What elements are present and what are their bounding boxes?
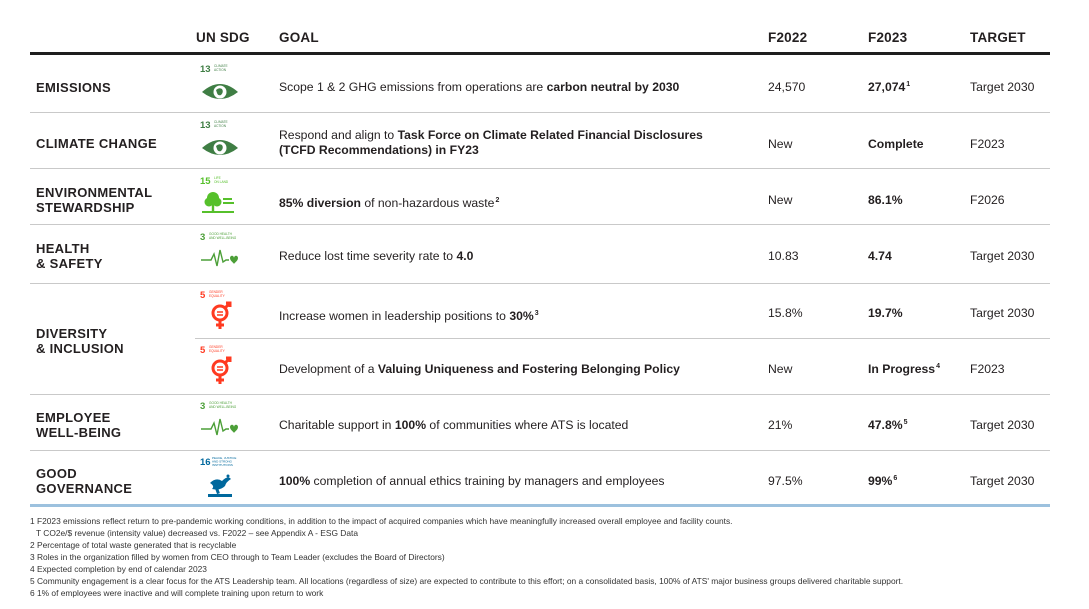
target-value: Target 2030	[970, 306, 1035, 320]
f2022-value: 10.83	[768, 249, 799, 263]
sdg-5-gender-equality-icon	[198, 288, 242, 332]
goal-text: Charitable support in 100% of communities where ATS is located	[279, 418, 629, 432]
f2022-value: New	[768, 193, 793, 207]
sdg-label: PEACE, JUSTICE	[212, 456, 237, 460]
sdg-number: 13	[200, 64, 211, 75]
sdg-label: CLIMATE	[214, 64, 228, 68]
sdg-number: 5	[200, 290, 206, 301]
goal-text: 100% completion of annual ethics training by managers and employees	[279, 474, 665, 488]
gender-symbol-icon	[213, 358, 230, 384]
header-f2023: F2023	[868, 30, 908, 45]
heartbeat-icon	[201, 250, 238, 266]
tree-icon	[202, 192, 234, 213]
footnote-4: 4 Expected completion by end of calendar 2023	[30, 564, 207, 574]
f2022-value: 24,570	[768, 80, 806, 94]
goal-text: Reduce lost time severity rate to 4.0	[279, 249, 474, 263]
goal-text: Respond and align to Task Force on Climate Related Financial Disclosures (TCFD Recommendations) in FY23	[279, 128, 703, 157]
f2022-value: 21%	[768, 418, 793, 432]
row-divider	[195, 338, 1050, 339]
target-value: F2023	[970, 137, 1005, 151]
sdg-label: AND STRONG	[212, 459, 233, 464]
goal-text: Development of a Valuing Uniqueness and Fostering Belonging Policy	[279, 362, 680, 376]
header-target: TARGET	[970, 30, 1026, 45]
header-rule	[30, 52, 1050, 55]
row-divider	[30, 283, 1050, 284]
sdg-label: AND WELL-BEING	[209, 405, 237, 409]
gender-symbol-icon	[213, 303, 230, 329]
sdg-label: CLIMATE	[214, 120, 228, 124]
footnote-5: 5 Community engagement is a clear focus for the ATS Leadership team. All locations (regardless of size) are expected to contribute to this effort; on a consolidated basis, 100% of ATS' major business groups delivered charitable support.	[30, 576, 904, 586]
row-divider	[30, 394, 1050, 395]
sdg-number: 3	[200, 232, 206, 243]
sdg-label: EQUALITY	[209, 294, 225, 298]
target-value: Target 2030	[970, 80, 1035, 94]
f2022-value: New	[768, 137, 793, 151]
row-divider	[30, 112, 1050, 113]
row-divider	[30, 450, 1050, 451]
heartbeat-icon	[201, 419, 238, 435]
target-value: F2026	[970, 193, 1005, 207]
f2023-value: 47.8%$^5$	[868, 418, 908, 432]
target-value: Target 2030	[970, 249, 1035, 263]
f2023-value: 27,074$^1$	[868, 80, 911, 94]
sdg-13-climate-action-icon	[198, 62, 242, 106]
target-value: F2023	[970, 362, 1005, 376]
sdg-label: GOOD HEALTH	[209, 232, 232, 236]
sdg-label: GENDER	[209, 290, 223, 294]
footnote-1: 1 F2023 emissions reflect return to pre-pandemic working conditions, in addition to the impact of acquired companies which have meaningfully increased overall employee and facility counts.	[30, 516, 733, 526]
category-label: HEALTH & SAFETY	[36, 241, 103, 271]
header-goal: GOAL	[279, 30, 319, 45]
sdg-3-good-health-icon	[198, 230, 242, 274]
header-un-sdg: UN SDG	[196, 30, 250, 45]
f2023-value: Complete	[868, 137, 924, 151]
category-label: ENVIRONMENTAL STEWARDSHIP	[36, 185, 153, 215]
category-label: CLIMATE CHANGE	[36, 136, 157, 151]
goal-text: Increase women in leadership positions to 30%$^3$	[279, 309, 539, 324]
sdg-label: AND WELL-BEING	[209, 236, 237, 240]
goal-text: Scope 1 & 2 GHG emissions from operations are carbon neutral by 2030	[279, 80, 680, 94]
f2023-value: 99%$^6$	[868, 474, 898, 488]
f2022-value: 15.8%	[768, 306, 803, 320]
sdg-label: GENDER	[209, 345, 223, 349]
sdg-label: ACTION	[214, 68, 227, 72]
header-f2022: F2022	[768, 30, 808, 45]
footnote-2: 2 Percentage of total waste generated that is recyclable	[30, 540, 237, 550]
category-label: DIVERSITY & INCLUSION	[36, 326, 124, 356]
footnote-1-continued: T CO2e/$ revenue (intensity value) decreased vs. F2022 – see Appendix A - ESG Data	[36, 528, 358, 538]
sdg-16-peace-justice-icon	[198, 455, 242, 499]
f2023-value: 19.7%	[868, 306, 903, 320]
category-label: EMPLOYEE WELL-BEING	[36, 410, 122, 440]
sdg-number: 3	[200, 401, 206, 412]
sdg-label: LIFE	[214, 176, 221, 180]
sdg-13-climate-action-icon	[198, 118, 242, 162]
sdg-3-good-health-icon	[198, 399, 242, 443]
f2023-value: 4.74	[868, 249, 892, 263]
target-value: Target 2030	[970, 418, 1035, 432]
category-label: GOOD GOVERNANCE	[36, 466, 133, 496]
goal-text: 85% diversion of non-hazardous waste$^2$	[279, 196, 500, 211]
sdg-number: 16	[200, 457, 211, 468]
row-divider	[30, 224, 1050, 225]
f2022-value: 97.5%	[768, 474, 803, 488]
sdg-number: 15	[200, 176, 211, 187]
target-value: Target 2030	[970, 474, 1035, 488]
sdg-label: GOOD HEALTH	[209, 401, 232, 405]
table-bottom-rule	[30, 504, 1050, 507]
f2023-value: In Progress$^4$	[868, 362, 940, 376]
f2023-value: 86.1%	[868, 193, 903, 207]
sdg-label: EQUALITY	[209, 349, 225, 353]
footnote-3: 3 Roles in the organization filled by women from CEO through to Team Leader (excludes the Board of Directors)	[30, 552, 445, 562]
sdg-15-life-on-land-icon	[198, 174, 242, 218]
sdg-label: INSTITUTIONS	[212, 463, 233, 467]
sdg-label: ACTION	[214, 124, 227, 128]
f2022-value: New	[768, 362, 793, 376]
sdg-number: 13	[200, 120, 211, 131]
sdg-number: 5	[200, 345, 206, 356]
row-divider	[30, 168, 1050, 169]
footnote-6: 6 1% of employees were inactive and will complete training upon return to work	[30, 588, 324, 598]
dove-gavel-icon	[208, 475, 232, 498]
sdg-label: ON LAND	[214, 180, 229, 184]
category-label: EMISSIONS	[36, 80, 111, 95]
sdg-5-gender-equality-icon	[198, 343, 242, 387]
